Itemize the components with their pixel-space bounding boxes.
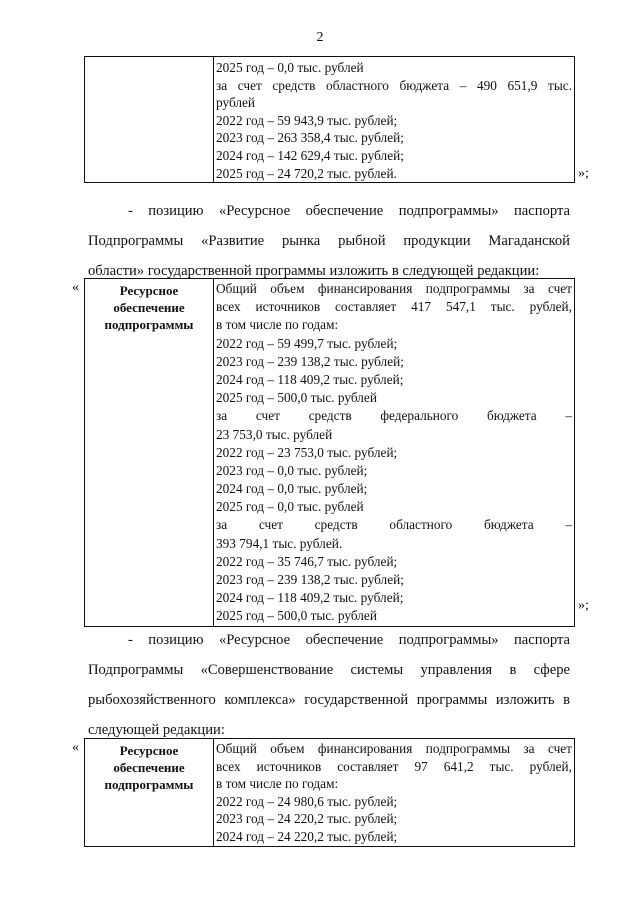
content-line: 2022 год – 59 943,9 тыс. рублей;: [216, 112, 398, 128]
content-line: за счет средств областного бюджета –: [216, 517, 572, 533]
instruction-paragraph: [88, 625, 570, 745]
content-line: 2022 год – 59 499,7 тыс. рублей;: [216, 335, 398, 351]
paragraph-line: - позицию «Ресурсное обеспечение подпрограммы» паспорта: [128, 632, 570, 648]
content-line: 2022 год – 23 753,0 тыс. рублей;: [216, 444, 398, 460]
funding-table: [84, 738, 575, 847]
content-line: 2023 год – 24 220,2 тыс. рублей;: [216, 811, 398, 827]
label-line: подпрограммы: [104, 317, 194, 332]
label-cell-empty: [85, 57, 214, 183]
content-line: 2025 год – 0,0 тыс. рублей: [216, 499, 364, 515]
page-number: 2: [316, 30, 324, 45]
label-cell: [85, 279, 214, 627]
content-line: 2022 год – 24 980,6 тыс. рублей;: [216, 793, 398, 809]
content-line: 2024 год – 0,0 тыс. рублей;: [216, 481, 368, 497]
content-line: 2024 год – 118 409,2 тыс. рублей;: [216, 371, 404, 387]
paragraph-line: области» государственной программы изложить в следующей редакции:: [88, 263, 540, 279]
label-line: обеспечение: [113, 300, 185, 315]
content-line: 2024 год – 142 629,4 тыс. рублей;: [216, 147, 404, 163]
label-cell: [85, 739, 214, 847]
paragraph-line: рыбохозяйственного комплекса» государственной программы изложить в: [88, 692, 570, 708]
label-line: подпрограммы: [104, 777, 194, 792]
content-line: в том числе по годам:: [216, 776, 339, 792]
content-cell: [214, 739, 575, 847]
content-line: 2022 год – 35 746,7 тыс. рублей;: [216, 553, 398, 569]
content-cell: [214, 279, 575, 627]
content-line: за счет средств федерального бюджета –: [216, 408, 572, 424]
content-line: за счет средств областного бюджета – 490 651,9 тыс.: [216, 77, 572, 93]
content-line: 2023 год – 263 358,4 тыс. рублей;: [216, 130, 404, 146]
label-line: Ресурсное: [119, 283, 179, 298]
closing-quote: »;: [578, 166, 589, 181]
content-line: 393 794,1 тыс. рублей.: [216, 535, 343, 551]
content-line: всех источников составляет 97 641,2 тыс. рублей,: [216, 758, 572, 774]
content-line: Общий объем финансирования подпрограммы за счет: [216, 741, 572, 756]
funding-table-continued: [84, 56, 575, 183]
funding-table: [84, 278, 575, 627]
content-line: в том числе по годам:: [216, 317, 339, 333]
content-line: 2025 год – 500,0 тыс. рублей: [216, 390, 377, 406]
paragraph-line: Подпрограммы «Совершенствование системы управления в сфере: [88, 662, 570, 678]
content-line: 2023 год – 239 138,2 тыс. рублей;: [216, 572, 404, 587]
content-line: 2024 год – 24 220,2 тыс. рублей;: [216, 828, 398, 844]
content-line: рублей: [216, 95, 256, 111]
paragraph-line: Подпрограммы «Развитие рынка рыбной продукции Магаданской: [88, 233, 570, 249]
content-line: 2025 год – 24 720,2 тыс. рублей.: [216, 165, 397, 181]
opening-quote: «: [72, 740, 79, 755]
content-line: 2025 год – 500,0 тыс. рублей: [216, 608, 377, 624]
content-line: 2024 год – 118 409,2 тыс. рублей;: [216, 590, 404, 606]
content-cell: [214, 57, 575, 183]
content-line: всех источников составляет 417 547,1 тыс. рублей,: [216, 299, 572, 315]
label-line: обеспечение: [113, 760, 185, 775]
content-line: 2023 год – 239 138,2 тыс. рублей;: [216, 353, 404, 369]
content-line: Общий объем финансирования подпрограммы за счет: [216, 281, 572, 296]
label-line: Ресурсное: [119, 743, 179, 758]
closing-quote: »;: [578, 598, 589, 613]
content-line: 2023 год – 0,0 тыс. рублей;: [216, 462, 368, 478]
content-line: 23 753,0 тыс. рублей: [216, 426, 333, 442]
paragraph-line: - позицию «Ресурсное обеспечение подпрограммы» паспорта: [128, 203, 570, 219]
instruction-paragraph: [88, 196, 570, 286]
paragraph-line: следующей редакции:: [88, 722, 225, 738]
content-line: 2025 год – 0,0 тыс. рублей: [216, 60, 364, 75]
opening-quote: «: [72, 280, 79, 295]
